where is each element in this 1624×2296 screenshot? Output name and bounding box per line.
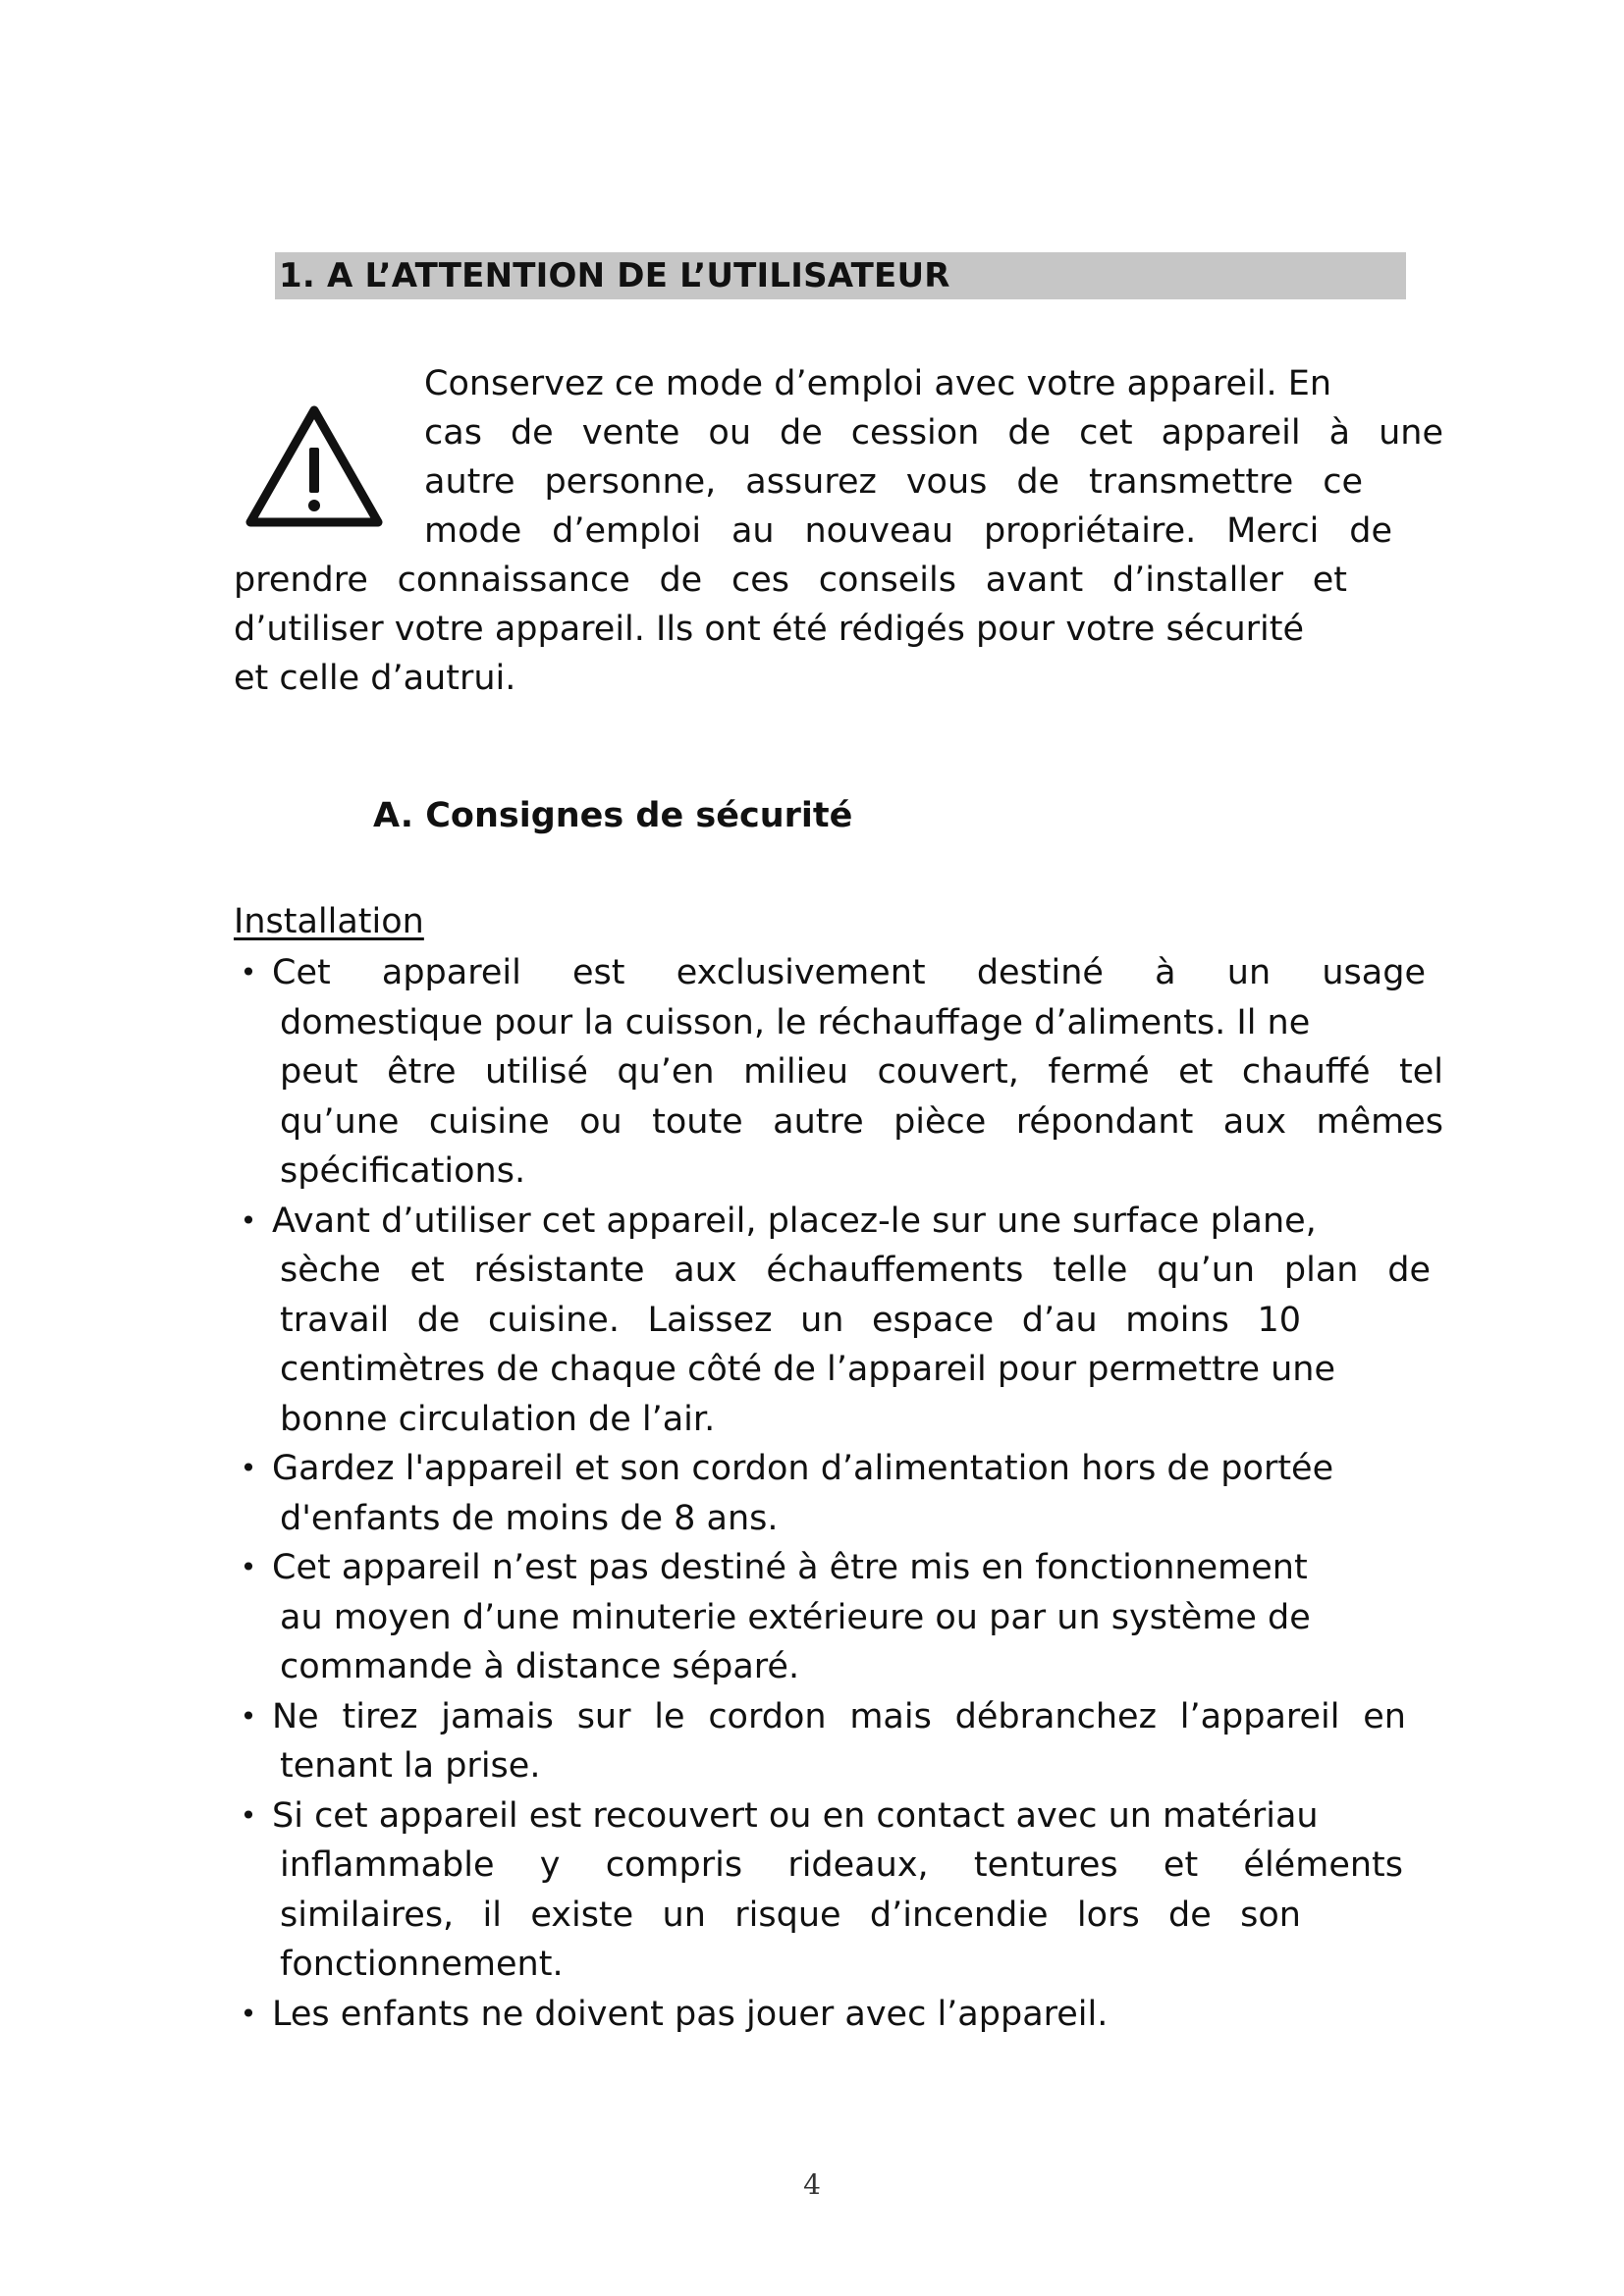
list-item-line: similaires, il existe un risque d’incendie lors de son — [280, 1895, 1301, 1935]
list-item — [234, 1543, 1443, 1692]
list-item-line: centimètres de chaque côté de l’appareil pour permettre une — [280, 1350, 1336, 1389]
intro-line: d’utiliser votre appareil. Ils ont été rédigés pour votre sécurité — [234, 610, 1305, 649]
list-item-line: spécifications. — [280, 1151, 526, 1191]
installation-heading: Installation — [234, 902, 424, 941]
bullet-icon: • — [240, 1699, 257, 1733]
bullet-icon: • — [240, 1452, 257, 1484]
list-item — [234, 1692, 1443, 1791]
list-item-line: sèche et résistante aux échauffements telle qu’un plan de — [280, 1251, 1431, 1290]
intro-line: autre personne, assurez vous de transmettre ce — [424, 462, 1363, 502]
list-item-line: Avant d’utiliser cet appareil, placez-le sur une surface plane, — [272, 1201, 1317, 1241]
list-item — [234, 1990, 1443, 2040]
list-item-line: d'enfants de moins de 8 ans. — [280, 1498, 779, 1538]
list-item-line: peut être utilisé qu’en milieu couvert, fermé et chauffé tel — [280, 1052, 1443, 1092]
intro-line: Conservez ce mode d’emploi avec votre appareil. En — [424, 364, 1332, 403]
list-item-line: Cet appareil n’est pas destiné à être mis en fonctionnement — [272, 1548, 1308, 1587]
list-item-line: Cet appareil est exclusivement destiné à un usage — [272, 953, 1426, 992]
list-item-line: domestique pour la cuisson, le réchauffage d’aliments. Il ne — [280, 1002, 1311, 1042]
intro-line: et celle d’autrui. — [234, 659, 516, 698]
bullet-icon: • — [240, 956, 257, 988]
list-item — [234, 1444, 1443, 1543]
list-item-line: commande à distance séparé. — [280, 1647, 800, 1686]
list-item-line: Ne tirez jamais sur le cordon mais débranchez l’appareil en — [272, 1696, 1406, 1736]
bullet-icon: • — [240, 1551, 257, 1583]
list-item — [234, 1791, 1443, 1990]
list-item-line: tenant la prise. — [280, 1746, 541, 1786]
list-item-line: fonctionnement. — [280, 1945, 564, 1984]
intro-line: prendre connaissance de ces conseils avant d’installer et — [234, 561, 1347, 600]
bullet-icon: • — [240, 1997, 257, 2030]
list-item-line: qu’une cuisine ou toute autre pièce répondant aux mêmes — [280, 1101, 1443, 1142]
page-number: 4 — [803, 2168, 821, 2201]
list-item-line: Gardez l'appareil et son cordon d’alimentation hors de portée — [272, 1449, 1334, 1488]
list-item-line: bonne circulation de l’air. — [280, 1399, 716, 1439]
installation-list — [234, 948, 1443, 2039]
intro-line: cas de vente ou de cession de cet appareil à une — [424, 413, 1443, 453]
section-title: 1. A L’ATTENTION DE L’UTILISATEUR — [275, 252, 1406, 299]
intro-paragraph — [234, 359, 1443, 703]
list-item-line: travail de cuisine. Laissez un espace d’au moins 10 — [280, 1300, 1301, 1340]
list-item-line: Les enfants ne doivent pas jouer avec l’appareil. — [272, 1994, 1109, 2034]
bullet-icon: • — [240, 1203, 257, 1237]
intro-line: mode d’emploi au nouveau propriétaire. Merci de — [424, 511, 1392, 551]
list-item — [234, 1197, 1443, 1445]
subsection-title: A. Consignes de sécurité — [373, 796, 853, 835]
list-item-line: Si cet appareil est recouvert ou en contact avec un matériau — [272, 1795, 1319, 1836]
bullet-icon: • — [240, 1798, 257, 1832]
list-item — [234, 948, 1443, 1197]
list-item-line: au moyen d’une minuterie extérieure ou par un système de — [280, 1597, 1311, 1637]
list-item-line: inflammable y compris rideaux, tentures et éléments — [280, 1845, 1403, 1885]
